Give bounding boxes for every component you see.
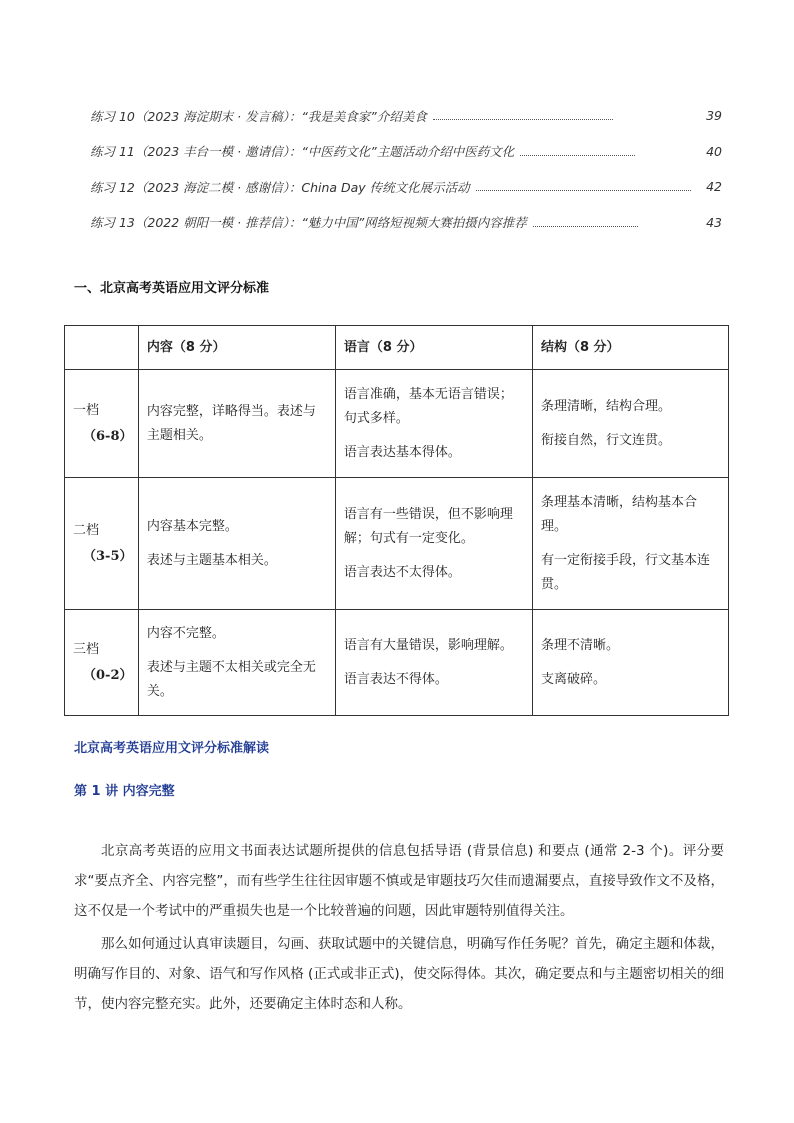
language-cell xyxy=(335,610,532,716)
table-header-row xyxy=(65,326,729,370)
cell-text: 衔接自然，行文连贯。 xyxy=(540,432,671,448)
toc-entry-title: 练习 10（2023 海淀期末 · 发言稿）：“我是美食家”介绍美食 xyxy=(90,108,427,124)
toc-entry[interactable] xyxy=(90,169,722,205)
cell-text: 语言表达基本得体。 xyxy=(343,444,461,460)
cell-text: 表述与主题不太相关或完全无关。 xyxy=(146,659,316,699)
grade-name: 二档 xyxy=(73,522,100,538)
table-row xyxy=(65,370,729,478)
structure-cell xyxy=(532,478,728,610)
table-header-cell xyxy=(65,326,139,370)
table-row xyxy=(65,478,729,610)
table-header-cell: 结构（8 分） xyxy=(532,326,728,370)
toc-entry-title: 练习 12（2023 海淀二模 · 感谢信）：China Day 传统文化展示活动 xyxy=(90,179,470,195)
subtitle: 北京高考英语应用文评分标准解读 xyxy=(74,741,270,756)
table-header-cell: 语言（8 分） xyxy=(335,326,532,370)
cell-text: 条理不清晰。 xyxy=(540,637,619,653)
cell-text: 条理清晰，结构合理。 xyxy=(540,398,671,414)
toc-page-number: 43 xyxy=(706,214,722,230)
table-header-cell: 内容（8 分） xyxy=(138,326,335,370)
lecture-title: 第 1 讲 内容完整 xyxy=(74,784,175,799)
toc-leader-dots xyxy=(433,119,613,120)
scoring-rubric-table xyxy=(64,325,729,716)
cell-text: 有一定衔接手段，行文基本连贯。 xyxy=(540,552,710,592)
toc-entry-title: 练习 11（2023 丰台一模 · 邀请信）：“中医药文化”主题活动介绍中医药文化 xyxy=(90,144,515,160)
cell-text: 语言准确，基本无语言错误；句式多样。 xyxy=(343,386,513,426)
toc-entry[interactable] xyxy=(90,98,722,134)
cell-text: 语言表达不得体。 xyxy=(343,671,448,687)
cell-text: 内容不完整。 xyxy=(146,625,225,641)
toc-page-number: 42 xyxy=(706,179,722,195)
body-paragraph: 那么如何通过认真审读题目，勾画、获取试题中的关键信息，明确写作任务呢？首先，确定主题和体裁，明确写作目的、对象、语气和写作风格 (正式或非正式)，使交际得体。其次，确定要点和与主题密切相关的细节，使内容完整充实。此外，还要确定主体时态和人称。 xyxy=(74,935,724,1012)
toc-leader-dots xyxy=(533,226,638,227)
toc-entry[interactable] xyxy=(90,134,722,170)
table-of-contents xyxy=(90,98,722,240)
content-cell xyxy=(138,478,335,610)
section-title: 一、北京高考英语应用文评分标准 xyxy=(74,281,270,296)
language-cell xyxy=(335,370,532,478)
toc-leader-dots xyxy=(476,190,691,191)
toc-page-number: 40 xyxy=(706,143,722,159)
cell-text: 条理基本清晰，结构基本合理。 xyxy=(540,494,697,534)
grade-cell xyxy=(65,610,139,716)
grade-cell xyxy=(65,478,139,610)
language-cell xyxy=(335,478,532,610)
structure-cell xyxy=(532,610,728,716)
grade-range: （0-2） xyxy=(83,667,133,683)
toc-leader-dots xyxy=(520,155,635,156)
grade-range: （6-8） xyxy=(83,428,133,444)
cell-text: 表述与主题基本相关。 xyxy=(146,552,277,568)
grade-range: （3-5） xyxy=(83,548,133,564)
body-paragraph: 北京高考英语的应用文书面表达试题所提供的信息包括导语 (背景信息) 和要点 (通常 2-3 个)。评分要求“要点齐全、内容完整”，而有些学生往往因审题不慎或是审题技巧欠佳而遗漏要点，直接导致作文不及格，这不仅是一个考试中的严重损失也是一个比较普遍的问题，因此审题特别值得关注。 xyxy=(74,842,724,919)
cell-text: 语言表达不太得体。 xyxy=(343,564,461,580)
cell-text: 语言有大量错误，影响理解。 xyxy=(343,637,513,653)
toc-entry-title: 练习 13（2022 朝阳一模 · 推荐信）：“魅力中国”网络短视频大赛拍摄内容推荐 xyxy=(90,215,527,231)
content-cell xyxy=(138,370,335,478)
toc-page-number: 39 xyxy=(706,108,722,124)
toc-entry[interactable] xyxy=(90,205,722,241)
cell-text: 语言有一些错误，但不影响理解；句式有一定变化。 xyxy=(343,506,513,546)
cell-text: 支离破碎。 xyxy=(540,671,606,687)
cell-text: 内容完整，详略得当。表述与主题相关。 xyxy=(146,403,316,443)
content-cell xyxy=(138,610,335,716)
grade-cell xyxy=(65,370,139,478)
grade-name: 一档 xyxy=(73,402,100,418)
structure-cell xyxy=(532,370,728,478)
grade-name: 三档 xyxy=(73,641,100,657)
table-row xyxy=(65,610,729,716)
cell-text: 内容基本完整。 xyxy=(146,518,238,534)
